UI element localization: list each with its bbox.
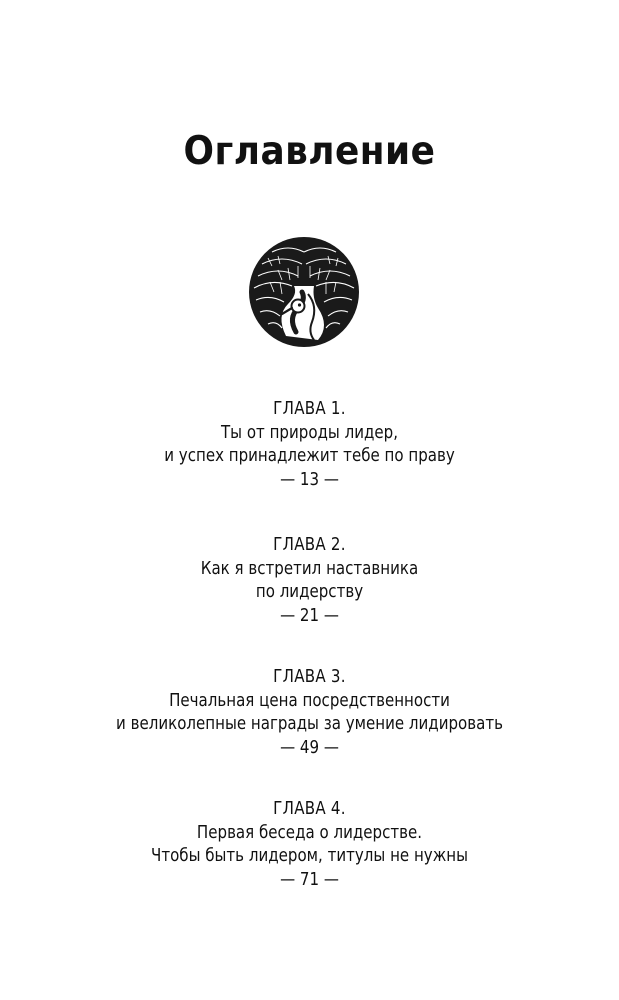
toc-entry-2[interactable] xyxy=(0,534,619,628)
chapter-label: ГЛАВА 2. xyxy=(273,535,346,555)
page-title: Оглавление xyxy=(183,129,436,174)
chapter-title-line: и успех принадлежит тебе по праву xyxy=(164,446,455,466)
chapter-label: ГЛАВА 4. xyxy=(273,799,346,819)
chapter-title-line: и великолепные награды за умение лидировать xyxy=(116,714,503,734)
toc-entry-1[interactable] xyxy=(0,398,619,492)
chapter-title-line: Первая беседа о лидерстве. xyxy=(196,822,423,843)
chapter-page-number: — 21 — xyxy=(280,605,339,626)
crane-circle-emblem-icon xyxy=(248,236,360,348)
chapter-title-line: Как я встретил наставника xyxy=(200,558,419,579)
chapter-title-line: Печальная цена посредственности xyxy=(169,690,450,711)
chapter-page-number: — 49 — xyxy=(280,737,339,758)
chapter-label: ГЛАВА 3. xyxy=(273,667,346,687)
toc-entry-4[interactable] xyxy=(0,798,619,892)
chapter-title-line: Ты от природы лидер, xyxy=(220,422,399,443)
chapter-title-line: по лидерству xyxy=(255,582,364,602)
chapter-page-number: — 13 — xyxy=(280,469,339,490)
toc-entry-3[interactable] xyxy=(0,666,619,760)
chapter-label: ГЛАВА 1. xyxy=(273,399,346,419)
chapter-page-number: — 71 — xyxy=(280,869,339,890)
chapter-title-line: Чтобы быть лидером, титулы не нужны xyxy=(151,846,468,866)
